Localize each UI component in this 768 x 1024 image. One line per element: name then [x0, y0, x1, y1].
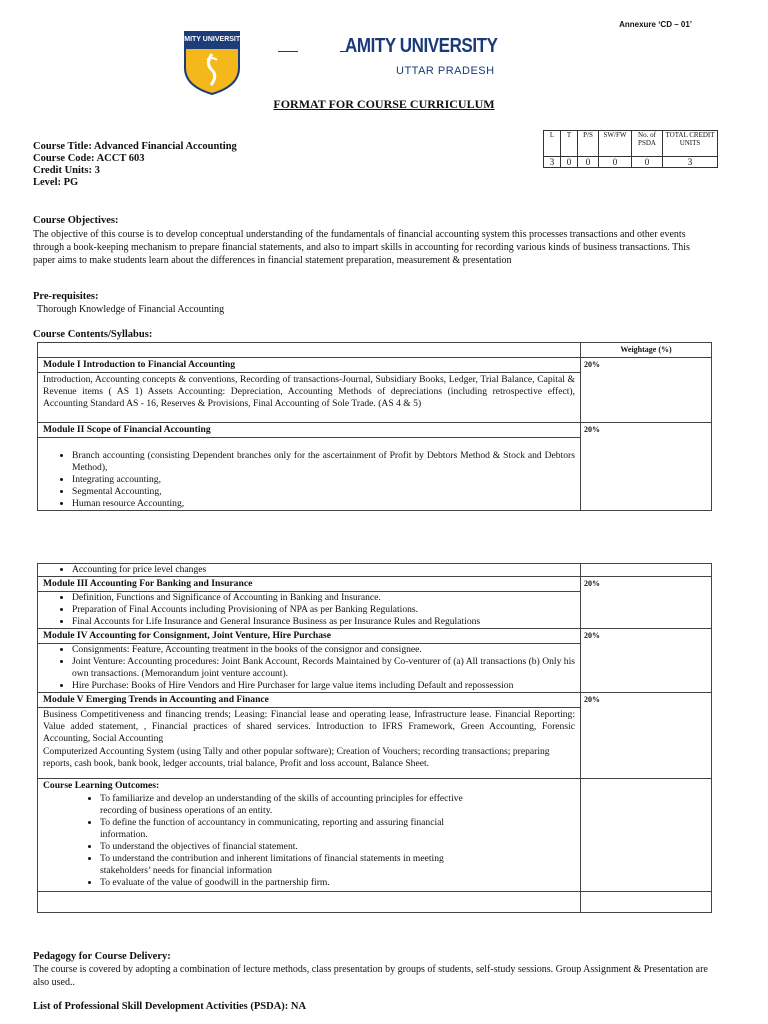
module-2-list [38, 438, 580, 510]
credit-units: Credit Units: 3 [33, 165, 100, 176]
format-title: FORMAT FOR COURSE CURRICULUM [273, 97, 495, 111]
list-item: • To evaluate of the value of goodwill in the partnership firm. [100, 877, 490, 889]
prereq-text: Thorough Knowledge of Financial Accounting [37, 304, 225, 315]
module-5-text-2: Computerized Accounting System (using Tally and other popular software); Creation of Vouchers; recording transactions; preparing reports, cash book, bank book, ledger accounts, trial balance, Profit and loss account, Balance Sheet. [43, 746, 550, 769]
module-4-weight: 20% [581, 629, 712, 693]
course-code: Course Code: ACCT 603 [33, 153, 145, 164]
list-item: • Segmental Accounting, [72, 486, 575, 498]
module-3-list [38, 592, 580, 628]
credit-value: 3 [544, 157, 561, 168]
contents-heading: Course Contents/Syllabus: [33, 329, 153, 340]
list-item: • Human resource Accounting, [72, 498, 575, 510]
module-5-title: Module V Emerging Trends in Accounting and Finance [38, 693, 580, 708]
course-level: Level: PG [33, 177, 79, 188]
credit-header: T [561, 131, 578, 157]
pedagogy-heading: Pedagogy for Course Delivery: [33, 951, 171, 962]
list-item: • To understand the contribution and inherent limitations of financial statements in meeting stakeholders’ needs for financial information [100, 853, 490, 877]
psda-heading: List of Professional Skill Development Activities (PSDA): NA [33, 1001, 307, 1012]
list-item: • Preparation of Final Accounts including Provisioning of NPA as per Banking Regulations. [72, 604, 575, 616]
objectives-text: The objective of this course is to develop conceptual understanding of the fundamentals of financial accounting system this processes transactions and other events through a book-keeping mechanism to prepare financial statements, and also to impart skills in accounting for recording various kinds of business transactions. This paper aims to make students learn about the differences in financial statement preparation, measurement & presentation [33, 229, 690, 266]
credit-value: 0 [599, 157, 632, 168]
list-item: • Final Accounts for Life Insurance and General Insurance Business as per Insurance Rules and Regulations [72, 616, 575, 628]
learning-outcomes-title: Course Learning Outcomes: [43, 780, 160, 791]
list-item: • Accounting for price level changes [72, 564, 580, 576]
course-info [33, 141, 237, 189]
prereq-heading: Pre-requisites: [33, 291, 99, 302]
list-item: • Consignments: Feature, Accounting treatment in the books of the consignor and consignee. [72, 644, 575, 656]
module-5-weight: 20% [581, 693, 712, 779]
list-item: • To understand the objectives of financial statement. [100, 841, 490, 853]
module-5-text-1: Business Competitiveness and financing trends; Leasing: Financial lease and operating lease, Infrastructure lease. Financial Reporting: Value added statement, , Financial practices of shared services. Introduction to IFRS Framework, Green Accounting, Forensic Accounting, Social Accounting [43, 709, 575, 744]
logo-text: AMITY UNIVERSITY [179, 36, 245, 43]
syllabus-table-1 [37, 342, 712, 511]
credit-value: 0 [632, 157, 663, 168]
list-item: • To define the function of accountancy in communicating, reporting and assuring financial information. [100, 817, 490, 841]
module-3-weight: 20% [581, 577, 712, 629]
credit-header: P/S [578, 131, 599, 157]
university-name: AMITY UNIVERSITY [345, 35, 498, 57]
credit-table [543, 130, 718, 168]
module-1-weight: 20% [581, 358, 712, 423]
objectives-heading: Course Objectives: [33, 215, 119, 226]
list-item: • Joint Venture: Accounting procedures: Joint Bank Account, Records Maintained by Co-venturer of (a) All transactions (b) Only his own transactions. (Memorandum joint venture account). [72, 656, 575, 680]
module-1-title: Module I Introduction to Financial Accounting [38, 358, 580, 373]
credit-header: No. of PSDA [632, 131, 663, 157]
credit-header: L [544, 131, 561, 157]
module-1-text: Introduction, Accounting concepts & conventions, Recording of transactions-Journal, Subsidiary Books, Ledger, Trial Balance, Capital & Revenue items ( AS 1) Assets Accounting: Depreciation, Accounting Methods of depreciations (including retrospective effect), Accounting Standard AS - 16, Reserves & Provisions, Final Accounting of Sole Trade. (AS 4 & 5) [43, 374, 575, 409]
university-state: UTTAR PRADESH [396, 65, 495, 77]
list-item: • To familiarize and develop an understanding of the skills of accounting principles for effective recording of business operations of an entity. [100, 793, 490, 817]
module-2-title: Module II Scope of Financial Accounting [38, 423, 580, 438]
module-4-title: Module IV Accounting for Consignment, Joint Venture, Hire Purchase [38, 629, 580, 644]
credit-header: TOTAL CREDIT UNITS [663, 131, 718, 157]
credit-value: 3 [663, 157, 718, 168]
list-item: • Branch accounting (consisting Dependent branches only for the ascertainment of Profit by Debtors Method & Stock and Debtors Method), [72, 450, 575, 474]
module-2-continued [38, 564, 580, 576]
amity-logo-icon [179, 30, 245, 96]
credit-value: 0 [561, 157, 578, 168]
module-3-title: Module III Accounting For Banking and Insurance [38, 577, 580, 592]
weightage-header: Weightage (%) [581, 343, 712, 358]
module-4-list [38, 644, 580, 692]
list-item: • Hire Purchase: Books of Hire Vendors and Hire Purchaser for large value items including Default and repossession [72, 680, 575, 692]
course-title: Course Title: Advanced Financial Accounting [33, 141, 237, 152]
divider [278, 51, 298, 52]
credit-value: 0 [578, 157, 599, 168]
list-item: • Definition, Functions and Significance of Accounting in Banking and Insurance. [72, 592, 575, 604]
module-2-weight: 20% [581, 423, 712, 511]
learning-outcomes-list [38, 793, 580, 891]
annexure-label: Annexure ‘CD – 01’ [619, 20, 692, 29]
credit-header: SW/FW [599, 131, 632, 157]
syllabus-table-2 [37, 563, 712, 913]
pedagogy-text: The course is covered by adopting a combination of lecture methods, class presentation by groups of students, self-study sessions. Group Assignment & Presentation are also used.. [33, 964, 708, 988]
list-item: • Integrating accounting, [72, 474, 575, 486]
